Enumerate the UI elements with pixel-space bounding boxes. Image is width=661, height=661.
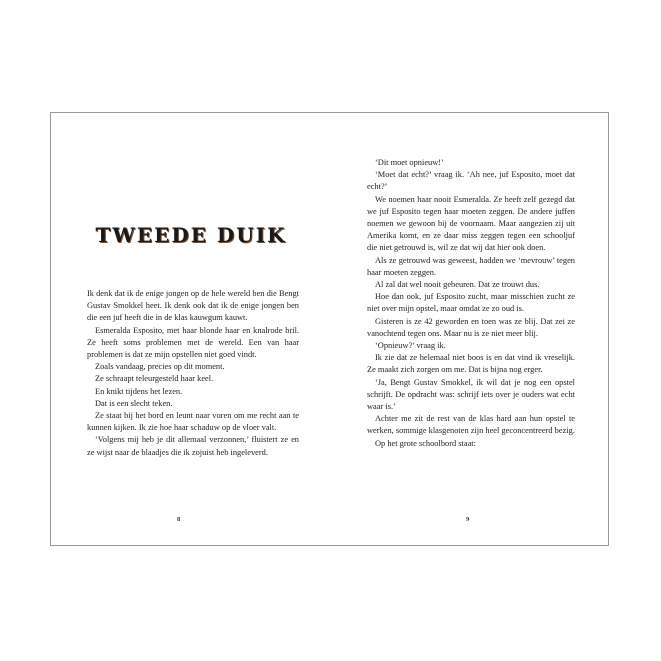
paragraph: Ze schraapt teleurgesteld haar keel. [95,374,214,384]
page-number: 9 [466,516,470,523]
paragraph: Hoe dan ook, juf Esposito zucht, maar misschien zucht ze niet over mijn opstel, maar omdat ze zo oud is. [367,292,575,314]
paragraph: Ik zie dat ze helemaal niet boos is en dat vind ik vreselijk. Ze maakt zich zorgen om me. Dat is bijna nog erger. [367,353,575,375]
paragraph: Op het grote schoolbord staat: [375,438,476,448]
paragraph: Achter me zit de rest van de klas hard aan hun opstel te werken, sommige klasgenoten zijn heel geconcentreerd bezig. [367,414,575,436]
book-spread [50,112,609,546]
left-page-body [87,288,299,459]
paragraph: Gisteren is ze 42 geworden en toen was ze blij. Dat zei ze vanochtend tegen ons. Maar nu is ze niet meer blij. [367,316,575,338]
page-number: 8 [177,516,181,523]
paragraph: Esmeralda Esposito, met haar blonde haar en knalrode bril. Ze heeft soms problemen met de wereld. Een van haar problemen is dat ze mijn opstellen niet goed vindt. [87,325,299,360]
right-page [331,113,610,545]
left-page [51,113,331,545]
paragraph: ‘Volgens mij heb je dit allemaal verzonnen,’ fluistert ze en ze wijst naar de blaadjes die ik zojuist heb ingeleverd. [87,435,299,457]
chapter-title: TWEEDE DUIK [95,223,287,247]
right-page-body [367,157,575,450]
paragraph: ‘Opnieuw?’ vraag ik. [375,341,446,351]
paragraph: ‘Ja, Bengt Gustav Smokkel, ik wil dat je nog een opstel schrijft. De opdracht was: schrijf iets over je ouders wat echt waar is.’ [367,377,575,412]
paragraph: Ze staat bij het bord en leunt naar voren om me recht aan te kunnen kijken. Ik zie hoe haar schaduw op de vloer valt. [87,411,299,433]
paragraph: Zoals vandaag, precies op dit moment. [95,362,225,372]
paragraph: We noemen haar nooit Esmeralda. Ze heeft zelf gezegd dat we juf Esposito tegen haar moeten zeggen. De andere juffen noemen we gewoon bij de voornaam. Maar aangezien zij uit Amerika komt, en ze daar miss zeggen tegen een schooljuf die niet getrouwd is, wil ze dat wij dat hier ook doen. [367,194,575,253]
paragraph: Al zal dat wel nooit gebeuren. Dat ze trouwt dus. [375,280,540,290]
paragraph: ‘Dit moet opnieuw!’ [375,158,444,167]
paragraph: Als ze getrouwd was geweest, hadden we ‘mevrouw’ tegen haar moeten zeggen. [367,255,575,277]
paragraph: ‘Moet dat echt?’ vraag ik. ‘Ah nee, juf Esposito, moet dat echt?’ [367,170,575,192]
paragraph: Ik denk dat ik de enige jongen op de hele wereld ben die Bengt Gustav Smokkel heet. Ik denk ook dat ik de enige jongen ben die een juf heeft die in de klas kauwgum kauwt. [87,289,299,323]
paragraph: Dat is een slecht teken. [95,398,173,408]
paragraph: En knikt tijdens het lezen. [95,386,183,396]
